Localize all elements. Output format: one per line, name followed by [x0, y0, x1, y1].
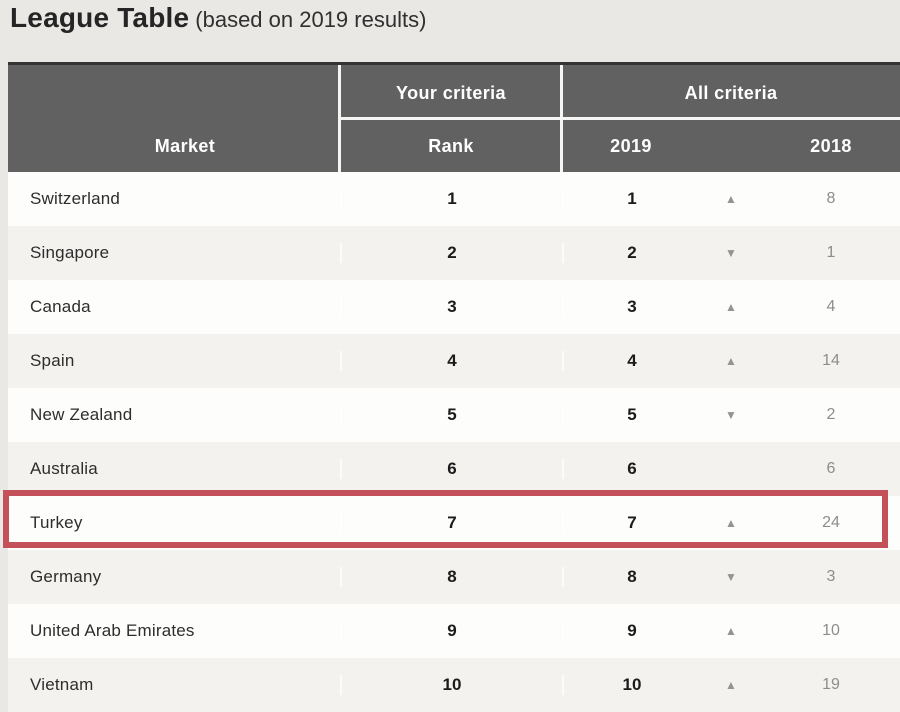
- page-title-main: League Table: [10, 2, 190, 33]
- table-row: [8, 334, 900, 388]
- table-row: [8, 658, 900, 712]
- market-cell: New Zealand: [30, 405, 133, 424]
- rank-cell: 9: [340, 621, 562, 641]
- trend-icon: ▼: [725, 408, 737, 422]
- rank-2019-cell: 3: [562, 297, 700, 317]
- table-row: [8, 550, 900, 604]
- rank-2019-cell: 2: [562, 243, 700, 263]
- table-row: [8, 604, 900, 658]
- rank-cell: 3: [340, 297, 562, 317]
- rank-cell: 8: [340, 567, 562, 587]
- market-cell: Turkey: [30, 513, 83, 532]
- header-group-all-criteria: All criteria: [684, 83, 778, 103]
- header-col-2019: 2019: [610, 136, 652, 156]
- market-cell: United Arab Emirates: [30, 621, 195, 640]
- rank-2019-cell: 4: [562, 351, 700, 371]
- header-group-your-criteria: Your criteria: [396, 83, 506, 103]
- rank-2019-cell: 8: [562, 567, 700, 587]
- trend-icon: ▲: [725, 354, 737, 368]
- rank-2018-cell: 4: [826, 298, 836, 315]
- rank-2018-cell: 14: [822, 352, 840, 369]
- rank-cell: 2: [340, 243, 562, 263]
- header-col-market: Market: [154, 136, 216, 156]
- header-divider-horizontal: [338, 117, 900, 120]
- trend-icon: ▼: [725, 246, 737, 260]
- market-cell: Canada: [30, 297, 91, 316]
- rank-2018-cell: 2: [826, 406, 836, 423]
- league-table: [8, 62, 900, 712]
- table-row: [8, 442, 900, 496]
- page-title: [10, 2, 426, 34]
- header-col-rank: Rank: [428, 136, 474, 156]
- trend-icon: ▲: [725, 678, 737, 692]
- rank-2018-cell: 1: [826, 244, 836, 261]
- rank-2018-cell: 10: [822, 622, 840, 639]
- rank-2018-cell: 3: [826, 568, 836, 585]
- rank-2019-cell: 6: [562, 459, 700, 479]
- rank-cell: 6: [340, 459, 562, 479]
- market-cell: Singapore: [30, 243, 110, 262]
- header-col-2018: 2018: [810, 136, 852, 156]
- table-row: [8, 172, 900, 226]
- market-cell: Germany: [30, 567, 102, 586]
- table-row: [8, 280, 900, 334]
- rank-2019-cell: 10: [562, 675, 700, 695]
- trend-icon: ▲: [725, 192, 737, 206]
- market-cell: Switzerland: [30, 189, 121, 208]
- rank-cell: 7: [340, 513, 562, 533]
- trend-icon: ▲: [725, 300, 737, 314]
- market-cell: Vietnam: [30, 675, 94, 694]
- rank-cell: 1: [340, 189, 562, 209]
- rank-cell: 4: [340, 351, 562, 371]
- market-cell: Spain: [30, 351, 75, 370]
- rank-cell: 10: [340, 675, 562, 695]
- rank-2019-cell: 9: [562, 621, 700, 641]
- trend-icon: ▲: [725, 624, 737, 638]
- table-row: [8, 226, 900, 280]
- table-row-highlighted: [8, 496, 900, 550]
- rank-2018-cell: 24: [822, 514, 840, 531]
- market-cell: Australia: [30, 459, 98, 478]
- table-row: [8, 388, 900, 442]
- rank-2019-cell: 1: [562, 189, 700, 209]
- rank-2019-cell: 7: [562, 513, 700, 533]
- rank-2018-cell: 19: [822, 676, 840, 693]
- rank-2018-cell: 6: [826, 460, 836, 477]
- rank-2019-cell: 5: [562, 405, 700, 425]
- table-header: [8, 62, 900, 172]
- trend-icon: ▼: [725, 570, 737, 584]
- page-title-subtitle: (based on 2019 results): [195, 7, 427, 32]
- trend-icon: ▲: [725, 516, 737, 530]
- rank-cell: 5: [340, 405, 562, 425]
- rank-2018-cell: 8: [826, 190, 836, 207]
